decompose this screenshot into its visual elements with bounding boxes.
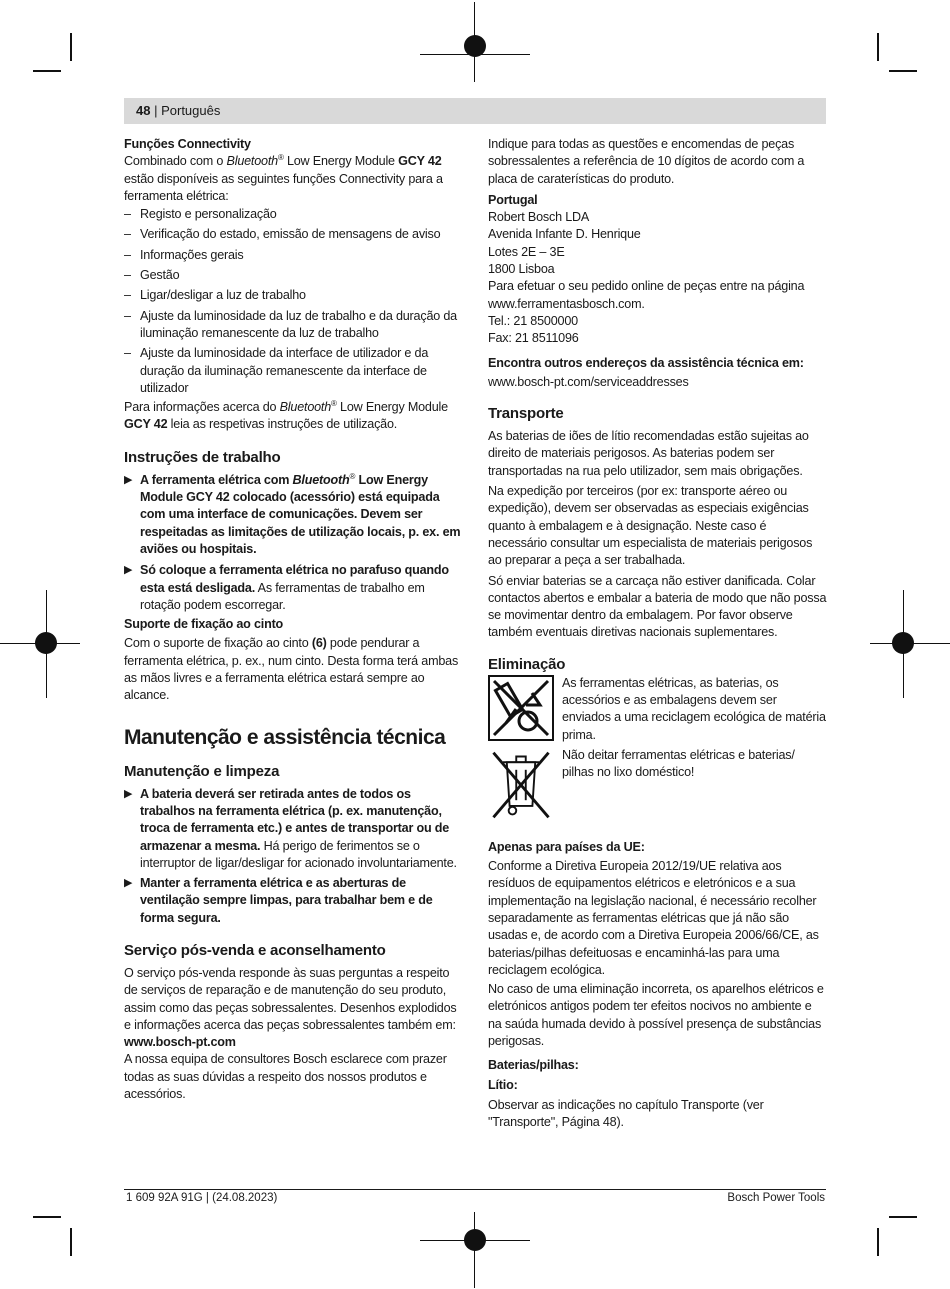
crop-mark [889,70,917,72]
disposal-bin-row [488,747,828,831]
crop-mark [889,1216,917,1218]
service-text: O serviço pós-venda responde às suas perguntas a respeito de serviços de reparação e de manutenção do seu produto, assim como das peças sobressalentes. Desenhos explodidos e informações acerca das peças sobressalentes também em: [124,965,457,1032]
cleaning-heading: Manutenção e limpeza [124,762,280,780]
triangle-bullet-icon: ▶ [124,787,133,800]
address-line: Avenida Infante D. Henrique [488,227,641,242]
footer-doc-id: 1 609 92A 91G | (24.08.2023) [126,1192,278,1204]
address-line: 1800 Lisboa [488,262,555,277]
registration-mark-top [464,35,486,57]
warning-screw: ▶ Só coloque a ferramenta elétrica no parafuso quando esta está desligada. As ferramentas de trabalho em rotação podem escorregar. [124,563,449,612]
maintenance-title: Manutenção e assistência técnica [124,725,446,749]
belt-clip-text: Com o suporte de fixação ao cinto (6) pode pendurar a ferramenta elétrica, p. ex., num cinto. Desta forma terá ambas as mãos livres e a ferramenta elétrica estará sempre ao alcance. [124,636,459,703]
work-instructions-heading: Instruções de trabalho [124,448,281,466]
crop-mark [33,70,61,72]
eu-heading: Apenas para países da UE: [488,839,645,854]
left-column [124,136,466,1103]
page-header-bar [124,98,826,124]
connectivity-list-item: – Registo e personalização [124,206,466,223]
transport-heading: Transporte [488,405,564,423]
lithium-heading: Lítio: [488,1077,518,1092]
warning-bluetooth: ▶ A ferramenta elétrica com Bluetooth® Low Energy Module GCY 42 colocado (acessório) está equipada com uma interface de comunicações. Devem ser respeitadas as limitações de utilização locais, p. ex. em aviões ou hospitais. [124,471,461,556]
connectivity-heading: Funções Connectivity [124,137,251,151]
connectivity-intro: Combinado com o Bluetooth® Low Energy Module GCY 42 estão disponíveis as seguintes funções Connectivity para a ferramenta elétrica: [124,153,443,203]
page-number: 48 [136,103,151,118]
crop-mark [33,1216,61,1218]
eu-paragraph: Conforme a Diretiva Europeia 2012/19/UE relativa aos resíduos de equipamentos elétricos e eletrónicos e a sua implementação na legislação nacional, é necessário recolher separadamente as ferramentas elétricas que já não são usadas e, de acordo com a Diretiva Europeia 2006/66/CE, as baterias/pilhas defeituosas e encaminhá-las para uma reciclagem ecológica. [488,859,819,977]
connectivity-list-item: – Ajuste da luminosidade da luz de trabalho e da duração da iluminação remanescente da luz de trabalho [124,308,466,343]
crop-mark [877,1228,879,1256]
batteries-heading: Baterias/pilhas: [488,1058,579,1073]
crop-mark [70,33,72,61]
warning-remove-battery: ▶ A bateria deverá ser retirada antes de todos os trabalhos na ferramenta elétrica (p. ex. manutenção, troca de ferramenta etc.) e antes de transportar ou de armazenar a mesma. Há perigo de ferimentos se o interruptor de ligar/desligar for acionado involuntariamente. [124,786,457,870]
crossed-out-wheelie-bin-icon [488,747,554,823]
right-column [488,136,828,1131]
footer-rule [124,1189,826,1190]
disposal-recycle-text: As ferramentas elétricas, as baterias, os acessórios e as embalagens devem ser enviados a uma reciclagem ecológica de matéria prima. [562,675,826,742]
triangle-bullet-icon: ▶ [124,564,133,577]
header-language: Português [161,103,221,118]
connectivity-outro: Para informações acerca do Bluetooth® Low Energy Module GCY 42 leia as respetivas instruções de utilização. [124,398,448,432]
transport-paragraph: Na expedição por terceiros (por ex: transporte aéreo ou expedição), devem ser observadas as especiais exigências quanto à embalagem e à designação. Neste caso é necessário consultar um especialista de materiais perigosos ao preparar a peça a ser trabalhada. [488,484,813,568]
registration-mark-bottom [464,1229,486,1251]
connectivity-list-item: – Informações gerais [124,247,466,264]
crop-mark [70,1228,72,1256]
warning-keep-clean: ▶ Manter a ferramenta elétrica e as aberturas de ventilação sempre limpas, para trabalhar bem e de forma segura. [124,876,433,925]
order-note: Indique para todas as questões e encomendas de peças sobressalentes a referência de 10 dígitos de acordo com a placa de caraterísticas do produto. [488,137,805,186]
telephone: Tel.: 21 8500000 [488,313,578,328]
transport-paragraph: Só enviar baterias se a carcaça não estiver danificada. Colar contactos abertos e embalar a bateria de modo que não possa se movimentar dentro da embalagem. Por favor observe também eventuais diretivas nacionais suplementares. [488,573,827,640]
triangle-bullet-icon: ▶ [124,877,133,890]
fax: Fax: 21 8511096 [488,331,579,346]
page-header [136,103,220,119]
connectivity-list-item: – Verificação do estado, emissão de mensagens de aviso [124,226,466,243]
registration-mark-right [892,632,914,654]
disposal-heading: Eliminação [488,655,566,673]
lithium-text: Observar as indicações no capítulo Transporte (ver "Transporte", Página 48). [488,1097,764,1130]
eu-paragraph: No caso de uma eliminação incorreta, os aparelhos elétricos e eletrónicos antigos podem ter efeitos nocivos no ambiente e na saúda humada devido à possível presença de substâncias perigosas. [488,982,824,1048]
transport-paragraph: As baterias de iões de lítio recomendadas estão sujeitas ao direito de materiais perigosos. As baterias podem ser transportadas na rua pelo utilizador, sem mais obrigações. [488,429,809,478]
service-text-2: A nossa equipa de consultores Bosch esclarece com prazer todas as suas dúvidas a respeito dos nossos produtos e acessórios. [124,1052,447,1102]
service-heading: Serviço pós-venda e aconselhamento [124,941,386,959]
disposal-bin-text: Não deitar ferramentas elétricas e baterias/ pilhas no lixo doméstico! [562,747,795,780]
header-separator: | [154,103,162,118]
triangle-bullet-icon: ▶ [124,473,133,486]
registration-mark-left [35,632,57,654]
online-order-line: Para efetuar o seu pedido online de peças entre na página www.ferramentasbosch.com. [488,279,805,311]
connectivity-list-item: – Ligar/desligar a luz de trabalho [124,287,466,304]
more-addresses-url[interactable]: www.bosch-pt.com/serviceaddresses [488,374,689,389]
connectivity-list-item: – Ajuste da luminosidade da interface de utilizador e da duração da iluminação remanescente da interface de utilizador [124,345,466,397]
service-url[interactable]: www.bosch-pt.com [124,1035,236,1050]
address-line: Robert Bosch LDA [488,210,590,225]
footer-brand: Bosch Power Tools [727,1192,825,1204]
recycling-symbol-icon [488,675,554,741]
disposal-recycle-row [488,675,828,747]
crop-mark [877,33,879,61]
address-line: Lotes 2E – 3E [488,244,565,259]
country-heading: Portugal [488,192,538,207]
belt-clip-heading: Suporte de fixação ao cinto [124,617,284,632]
connectivity-list-item: – Gestão [124,267,466,284]
more-addresses-heading: Encontra outros endereços da assistência técnica em: [488,355,804,370]
